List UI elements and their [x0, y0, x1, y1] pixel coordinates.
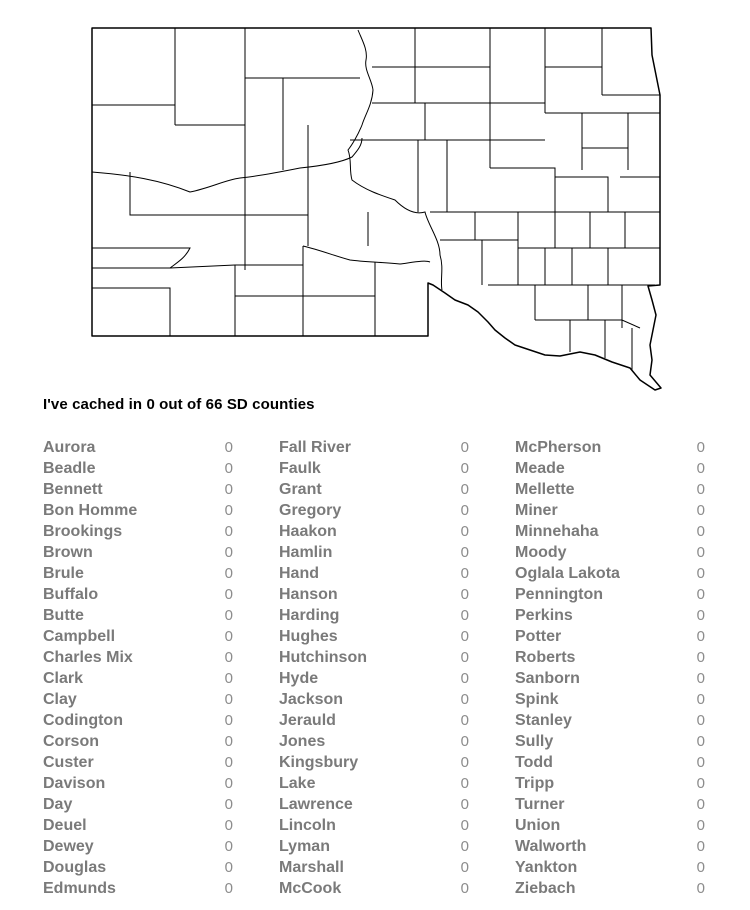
- county-count: 0: [224, 439, 233, 456]
- county-name: Jones: [279, 733, 326, 750]
- county-row: [515, 878, 705, 899]
- county-name: McCook: [279, 880, 342, 897]
- county-row: [279, 668, 469, 689]
- county-name: Union: [515, 817, 561, 834]
- county-count: 0: [696, 859, 705, 876]
- county-name: Lyman: [279, 838, 330, 855]
- county-name: Bennett: [43, 481, 103, 498]
- county-name: Gregory: [279, 502, 342, 519]
- county-row: [515, 605, 705, 626]
- county-count: 0: [224, 628, 233, 645]
- county-name: Hamlin: [279, 544, 333, 561]
- county-count: 0: [460, 628, 469, 645]
- county-name: Miner: [515, 502, 558, 519]
- county-row: [43, 563, 233, 584]
- county-count: 0: [224, 607, 233, 624]
- county-name: Pennington: [515, 586, 603, 603]
- county-name: Lake: [279, 775, 316, 792]
- county-count: 0: [224, 775, 233, 792]
- county-count: 0: [224, 460, 233, 477]
- county-count: 0: [696, 817, 705, 834]
- county-row: [279, 479, 469, 500]
- county-name: Moody: [515, 544, 567, 561]
- county-row: [43, 878, 233, 899]
- county-row: [43, 458, 233, 479]
- county-row: [515, 668, 705, 689]
- county-name: Hutchinson: [279, 649, 367, 666]
- county-name: Brookings: [43, 523, 123, 540]
- county-name: Clark: [43, 670, 84, 687]
- county-count: 0: [696, 712, 705, 729]
- county-count: 0: [224, 796, 233, 813]
- county-row: [43, 584, 233, 605]
- county-name: Hughes: [279, 628, 338, 645]
- county-name: Tripp: [515, 775, 555, 792]
- county-name: Butte: [43, 607, 84, 624]
- cached-summary: I've cached in 0 out of 66 SD counties: [43, 396, 315, 413]
- county-count: 0: [696, 523, 705, 540]
- county-row: [515, 458, 705, 479]
- county-count: 0: [696, 565, 705, 582]
- county-name: Hyde: [279, 670, 319, 687]
- county-row: [279, 626, 469, 647]
- county-row: [279, 815, 469, 836]
- county-row: [515, 500, 705, 521]
- county-count: 0: [460, 880, 469, 897]
- county-row: [515, 794, 705, 815]
- county-count: 0: [460, 565, 469, 582]
- county-count: 0: [460, 838, 469, 855]
- county-row: [279, 500, 469, 521]
- county-count: 0: [696, 775, 705, 792]
- county-count: 0: [696, 838, 705, 855]
- state-outline: [92, 28, 661, 390]
- county-row: [43, 836, 233, 857]
- county-count: 0: [460, 775, 469, 792]
- county-row: [279, 437, 469, 458]
- county-column-1: [43, 437, 233, 899]
- county-name: Beadle: [43, 460, 96, 477]
- county-name: Bon Homme: [43, 502, 138, 519]
- county-name: Sanborn: [515, 670, 580, 687]
- county-name: Buffalo: [43, 586, 99, 603]
- county-row: [515, 773, 705, 794]
- county-row: [515, 647, 705, 668]
- county-count: 0: [224, 754, 233, 771]
- county-row: [515, 752, 705, 773]
- county-row: [43, 668, 233, 689]
- county-name: Walworth: [515, 838, 587, 855]
- county-name: Lawrence: [279, 796, 353, 813]
- county-row: [515, 584, 705, 605]
- county-name: McPherson: [515, 439, 602, 456]
- county-row: [43, 752, 233, 773]
- county-count: 0: [696, 544, 705, 561]
- county-row: [279, 752, 469, 773]
- county-row: [279, 794, 469, 815]
- county-name: Sully: [515, 733, 554, 750]
- county-name: Davison: [43, 775, 106, 792]
- county-name: Hanson: [279, 586, 338, 603]
- county-column-3: [515, 437, 705, 899]
- county-count: 0: [224, 859, 233, 876]
- county-name: Turner: [515, 796, 565, 813]
- county-count: 0: [224, 817, 233, 834]
- map-svg: [0, 0, 750, 395]
- county-count: 0: [460, 544, 469, 561]
- county-count: 0: [460, 502, 469, 519]
- county-row: [43, 521, 233, 542]
- county-count: 0: [460, 796, 469, 813]
- county-name: Codington: [43, 712, 123, 729]
- county-row: [279, 773, 469, 794]
- county-row: [515, 437, 705, 458]
- state-county-map: [0, 0, 750, 395]
- county-count: 0: [696, 502, 705, 519]
- county-name: Aurora: [43, 439, 96, 456]
- county-count: 0: [460, 607, 469, 624]
- county-name: Roberts: [515, 649, 576, 666]
- county-count: 0: [696, 607, 705, 624]
- county-count: 0: [224, 565, 233, 582]
- county-count: 0: [696, 628, 705, 645]
- county-count: 0: [696, 439, 705, 456]
- county-row: [515, 689, 705, 710]
- county-row: [515, 836, 705, 857]
- county-name: Charles Mix: [43, 649, 133, 666]
- county-name: Hand: [279, 565, 319, 582]
- county-count: 0: [224, 586, 233, 603]
- county-count: 0: [460, 712, 469, 729]
- county-row: [43, 437, 233, 458]
- county-count: 0: [696, 691, 705, 708]
- county-name: Edmunds: [43, 880, 116, 897]
- county-count: 0: [224, 523, 233, 540]
- county-row: [279, 857, 469, 878]
- county-name: Jackson: [279, 691, 344, 708]
- county-count: 0: [696, 754, 705, 771]
- county-row: [515, 710, 705, 731]
- county-row: [279, 584, 469, 605]
- county-column-2: [279, 437, 469, 899]
- county-row: [43, 605, 233, 626]
- county-row: [515, 857, 705, 878]
- county-count: 0: [460, 481, 469, 498]
- county-count: 0: [460, 586, 469, 603]
- county-name: Haakon: [279, 523, 337, 540]
- county-count: 0: [224, 880, 233, 897]
- county-name: Fall River: [279, 439, 352, 456]
- county-row: [279, 710, 469, 731]
- county-name: Kingsbury: [279, 754, 359, 771]
- county-name: Clay: [43, 691, 77, 708]
- county-count: 0: [460, 754, 469, 771]
- county-name: Jerauld: [279, 712, 336, 729]
- county-count: 0: [696, 649, 705, 666]
- county-row: [43, 731, 233, 752]
- county-name: Perkins: [515, 607, 573, 624]
- county-count: 0: [460, 439, 469, 456]
- county-row: [515, 479, 705, 500]
- county-name: Corson: [43, 733, 99, 750]
- county-count: 0: [224, 670, 233, 687]
- county-name: Oglala Lakota: [515, 565, 620, 582]
- county-row: [279, 836, 469, 857]
- county-row: [43, 500, 233, 521]
- county-row: [279, 731, 469, 752]
- county-name: Brule: [43, 565, 84, 582]
- county-count: 0: [696, 460, 705, 477]
- county-count: 0: [696, 733, 705, 750]
- county-row: [43, 689, 233, 710]
- county-count: 0: [460, 817, 469, 834]
- county-count: 0: [460, 649, 469, 666]
- county-count: 0: [224, 712, 233, 729]
- county-count: 0: [460, 460, 469, 477]
- county-row: [279, 878, 469, 899]
- county-name: Todd: [515, 754, 553, 771]
- county-name: Harding: [279, 607, 340, 624]
- county-row: [43, 647, 233, 668]
- county-count: 0: [224, 649, 233, 666]
- county-name: Day: [43, 796, 73, 813]
- county-count: 0: [460, 733, 469, 750]
- county-name: Ziebach: [515, 880, 576, 897]
- county-count: 0: [224, 544, 233, 561]
- county-count: 0: [696, 796, 705, 813]
- county-row: [279, 542, 469, 563]
- county-name: Spink: [515, 691, 559, 708]
- county-name: Dewey: [43, 838, 94, 855]
- county-name: Custer: [43, 754, 94, 771]
- county-row: [515, 521, 705, 542]
- county-row: [515, 542, 705, 563]
- county-count: 0: [460, 523, 469, 540]
- county-row: [43, 773, 233, 794]
- county-row: [279, 605, 469, 626]
- county-row: [43, 857, 233, 878]
- county-row: [43, 815, 233, 836]
- county-row: [279, 521, 469, 542]
- county-name: Campbell: [43, 628, 116, 645]
- county-count: 0: [460, 670, 469, 687]
- county-count: 0: [224, 502, 233, 519]
- county-count: 0: [224, 733, 233, 750]
- county-name: Brown: [43, 544, 93, 561]
- county-row: [279, 689, 469, 710]
- county-count: 0: [696, 880, 705, 897]
- county-name: Deuel: [43, 817, 87, 834]
- county-name: Faulk: [279, 460, 321, 477]
- county-row: [279, 563, 469, 584]
- county-row: [43, 794, 233, 815]
- county-row: [43, 626, 233, 647]
- county-name: Grant: [279, 481, 322, 498]
- county-count: 0: [696, 481, 705, 498]
- county-count: 0: [224, 838, 233, 855]
- county-row: [43, 710, 233, 731]
- county-row: [43, 479, 233, 500]
- county-row: [515, 731, 705, 752]
- county-row: [43, 542, 233, 563]
- county-count: 0: [696, 586, 705, 603]
- county-row: [279, 647, 469, 668]
- county-name: Yankton: [515, 859, 578, 876]
- county-count: 0: [460, 859, 469, 876]
- county-row: [515, 815, 705, 836]
- county-name: Stanley: [515, 712, 572, 729]
- county-count: 0: [224, 481, 233, 498]
- county-row: [515, 626, 705, 647]
- county-count: 0: [696, 670, 705, 687]
- county-name: Marshall: [279, 859, 344, 876]
- county-name: Douglas: [43, 859, 107, 876]
- county-row: [279, 458, 469, 479]
- county-name: Potter: [515, 628, 562, 645]
- county-count: 0: [224, 691, 233, 708]
- county-name: Minnehaha: [515, 523, 599, 540]
- county-name: Mellette: [515, 481, 575, 498]
- county-count: 0: [460, 691, 469, 708]
- county-name: Meade: [515, 460, 565, 477]
- county-name: Lincoln: [279, 817, 336, 834]
- county-row: [515, 563, 705, 584]
